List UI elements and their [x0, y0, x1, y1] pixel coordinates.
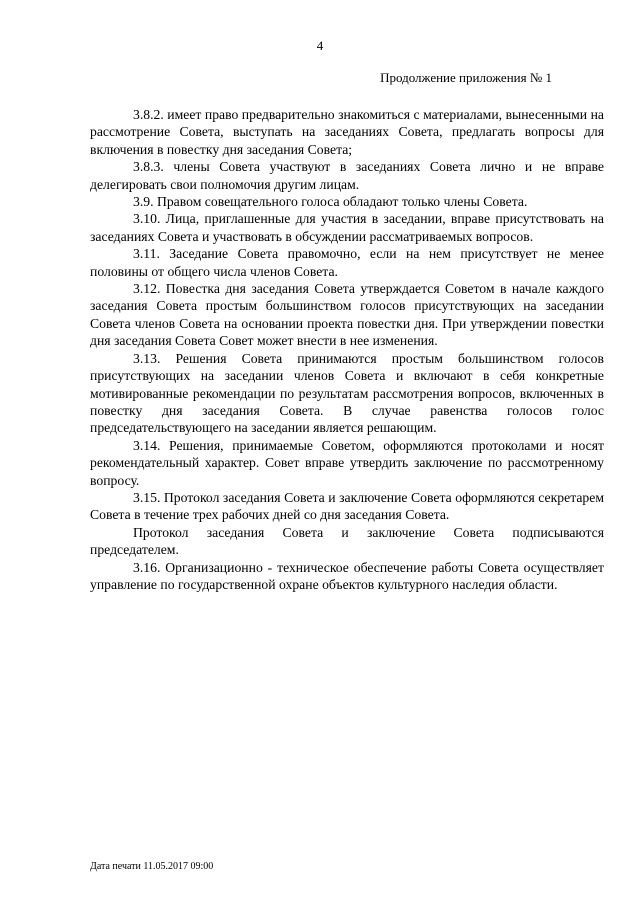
paragraph-3-8-3: 3.8.3. члены Совета участвуют в заседаниях Совета лично и не вправе делегировать свои полномочия другим лицам. [90, 159, 604, 192]
paragraph-3-11: 3.11. Заседание Совета правомочно, если на нем присутствует не менее половины от общего числа членов Совета. [90, 246, 604, 279]
paragraph-3-16: 3.16. Организационно - техническое обеспечение работы Совета осуществляет управление по государственной охране объектов культурного наследия области. [90, 559, 604, 592]
page-number: 4 [316, 38, 324, 53]
document-body [90, 106, 604, 593]
paragraph-3-10: 3.10. Лица, приглашенные для участия в заседании, вправе присутствовать на заседаниях Совета и участвовать в обсуждении рассматриваемых вопросов. [90, 211, 604, 244]
paragraph-3-9: 3.9. Правом совещательного голоса обладают только члены Совета. [133, 194, 528, 210]
paragraph-3-13: 3.13. Решения Совета принимаются простым большинством голосов присутствующих на заседании членов Совета и включают в себя конкретные мотивированные рекомендации по результатам рассмотрения вопросов, включенных в повестку дня заседания Совета. В случае равенства голосов голос председательствующего на заседании является решающим. [90, 350, 604, 436]
paragraph-3-15: 3.15. Протокол заседания Совета и заключение Совета оформляются секретарем Совета в течение трех рабочих дней со дня заседания Совета. [90, 489, 604, 523]
appendix-continuation-note: Продолжение приложения № 1 [380, 70, 552, 85]
paragraph-3-15-signing: Протокол заседания Совета и заключение Совета подписываются председателем. [90, 524, 604, 558]
print-date: Дата печати 11.05.2017 09:00 [90, 861, 214, 872]
paragraph-3-8-2: 3.8.2. имеет право предварительно знакомиться с материалами, вынесенными на рассмотрение Совета, выступать на заседаниях Совета, предлагать вопросы для включения в повестку дня заседания Совета; [90, 107, 604, 157]
paragraph-3-12: 3.12. Повестка дня заседания Совета утверждается Советом в начале каждого заседания Совета простым большинством голосов присутствующих на заседании Совета членов Совета на основании проекта повестки дня. При утверждении повестки дня заседания Совета Совет может внести в нее изменения. [90, 281, 604, 349]
paragraph-3-14: 3.14. Решения, принимаемые Советом, оформляются протоколами и носят рекомендательный характер. Совет вправе утвердить заключение по рассмотренному вопросу. [90, 437, 604, 488]
